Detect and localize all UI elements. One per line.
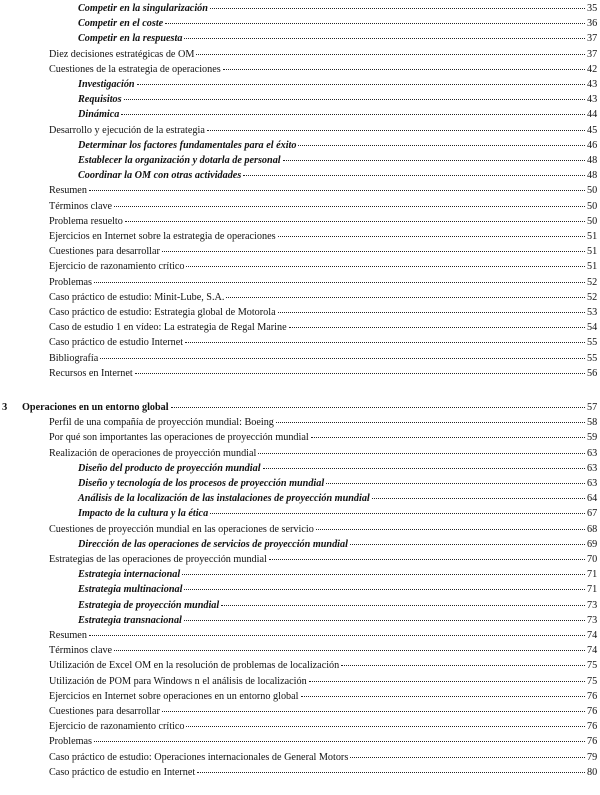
toc-entry[interactable] [49, 554, 597, 566]
toc-entry-title: Impacto de la cultura y la ética [78, 508, 209, 520]
toc-entry-title: Recursos en Internet [49, 367, 133, 379]
dot-leader [316, 529, 585, 530]
dot-leader [162, 711, 585, 712]
toc-entry-title: Estrategia multinacional [78, 584, 183, 596]
toc-entry-page: 51 [587, 231, 598, 242]
dot-leader [258, 453, 585, 454]
toc-entry[interactable] [49, 630, 597, 642]
toc-entry-title: Caso práctico de estudio Internet [49, 337, 184, 349]
toc-entry-page: 75 [587, 660, 598, 672]
toc-entry-title: Dirección de las operaciones de servicios de proyección mundial [78, 538, 348, 550]
toc-entry-title: Cuestiones para desarrollar [49, 706, 160, 717]
toc-entry[interactable] [49, 216, 597, 228]
toc-entry[interactable] [78, 615, 597, 627]
toc-entry-title: Términos clave [49, 645, 113, 657]
toc-entry-title: Caso de estudio 1 en vídeo: La estrategia de Regal Marine [49, 322, 287, 334]
toc-entry-page: 50 [587, 215, 598, 227]
toc-entry[interactable] [49, 125, 597, 137]
dot-leader [114, 650, 585, 651]
dot-leader [121, 114, 585, 115]
toc-entry-title: Establecer la organización y dotarla de personal [78, 155, 281, 166]
dot-leader [100, 358, 585, 359]
toc-entry-title: Competir en la respuesta [78, 33, 183, 45]
dot-leader [276, 422, 585, 423]
toc-entry-page: 45 [587, 124, 598, 136]
toc-entry[interactable] [49, 752, 597, 764]
toc-entry-page: 37 [587, 33, 598, 45]
toc-entry[interactable] [78, 155, 597, 167]
toc-entry-title: Problemas [49, 736, 93, 748]
toc-entry-page: 76 [587, 690, 598, 702]
toc-entry[interactable] [78, 94, 597, 106]
toc-entry[interactable] [49, 645, 597, 657]
toc-entry-page: 43 [587, 79, 598, 90]
toc-entry-page: 55 [587, 352, 598, 364]
dot-leader [184, 620, 585, 621]
toc-entry-title: Bibliografía [49, 352, 99, 364]
toc-entry-page: 58 [587, 417, 598, 429]
toc-entry-title: Análisis de la localización de las instalaciones de proyección mundial [78, 493, 370, 505]
toc-entry-page: 37 [587, 48, 598, 60]
dot-leader [309, 681, 585, 682]
toc-entry-page: 75 [587, 675, 598, 687]
toc-entry-title: Resumen [49, 185, 87, 197]
toc-entry-page: 36 [587, 18, 598, 30]
toc-entry-title: Utilización de POM para Windows n el análisis de localización [49, 675, 307, 687]
toc-entry-page: 54 [587, 322, 598, 334]
toc-entry-page: 68 [587, 523, 598, 535]
toc-entry-page: 63 [587, 478, 598, 489]
toc-entry-page: 51 [587, 246, 598, 258]
dot-leader [124, 99, 585, 100]
dot-leader [278, 312, 585, 313]
toc-entry-page: 52 [587, 291, 598, 303]
toc-entry-page: 50 [587, 185, 598, 197]
toc-entry[interactable] [78, 170, 597, 182]
toc-entry-title: Competir en la singularización [78, 3, 208, 14]
dot-leader [186, 266, 585, 267]
toc-entry-title: Requisitos [78, 94, 122, 106]
toc-entry[interactable] [78, 493, 597, 505]
toc-entry[interactable] [49, 676, 597, 688]
toc-entry-page: 55 [587, 337, 598, 349]
toc-entry[interactable] [49, 353, 597, 365]
toc-entry[interactable] [78, 463, 597, 475]
toc-entry-title: Caso práctico de estudio en Internet [49, 766, 196, 778]
toc-entry[interactable] [78, 478, 597, 490]
toc-entry[interactable] [49, 368, 597, 380]
dot-leader [243, 175, 585, 176]
toc-entry-title: Cuestiones para desarrollar [49, 246, 160, 258]
toc-entry[interactable] [2, 402, 598, 414]
toc-entry-page: 50 [587, 200, 598, 212]
toc-entry-title: Utilización de Excel OM en la resolución de problemas de localización [49, 660, 340, 672]
dot-leader [301, 696, 586, 697]
dot-leader [94, 741, 585, 742]
dot-leader [186, 726, 585, 727]
dot-leader [326, 483, 585, 484]
dot-leader [298, 145, 585, 146]
toc-entry-title: Términos clave [49, 200, 113, 212]
dot-leader [210, 8, 585, 9]
chapter-number: 3 [2, 402, 8, 413]
dot-leader [137, 84, 585, 85]
dot-leader [226, 297, 585, 298]
dot-leader [114, 206, 585, 207]
toc-entry-title: Resumen [49, 630, 87, 641]
toc-entry-title: Ejercicios en Internet sobre la estrategia de operaciones [49, 231, 276, 242]
toc-entry-page: 63 [587, 447, 598, 459]
toc-entry[interactable] [49, 524, 597, 536]
toc-entry-title: Estrategia de proyección mundial [78, 599, 220, 611]
toc-entry[interactable] [78, 109, 597, 121]
toc-entry-page: 63 [587, 462, 598, 474]
toc-entry[interactable] [78, 79, 597, 91]
toc-entry[interactable] [49, 49, 597, 61]
toc-entry-page: 73 [587, 599, 598, 611]
toc-entry[interactable] [78, 584, 597, 596]
dot-leader [162, 251, 585, 252]
toc-entry-title: Realización de operaciones de proyección mundial [49, 447, 257, 459]
dot-leader [165, 23, 585, 24]
dot-leader [210, 513, 585, 514]
toc-entry-title: Operaciones en un entorno global [22, 402, 169, 413]
toc-entry[interactable] [78, 569, 597, 581]
toc-entry-title: Problemas [49, 276, 93, 288]
toc-entry[interactable] [49, 767, 597, 779]
toc-entry-title: Estrategias de las operaciones de proyección mundial [49, 554, 267, 565]
toc-entry[interactable] [49, 64, 597, 76]
dot-leader [184, 38, 585, 39]
dot-leader [171, 407, 585, 408]
toc-entry-page: 67 [587, 508, 598, 520]
dot-leader [341, 665, 585, 666]
toc-entry-page: 70 [587, 554, 598, 565]
toc-entry-page: 80 [587, 766, 598, 778]
dot-leader [269, 559, 585, 560]
dot-leader [89, 635, 585, 636]
dot-leader [350, 544, 585, 545]
toc-entry[interactable] [49, 736, 597, 748]
dot-leader [221, 605, 585, 606]
toc-entry-page: 53 [587, 307, 598, 318]
toc-entry-title: Estrategia internacional [78, 569, 181, 581]
toc-entry-page: 74 [587, 645, 598, 657]
toc-entry-title: Por qué son importantes las operaciones de proyección mundial [49, 432, 309, 444]
toc-entry-page: 42 [587, 63, 598, 75]
toc-entry[interactable] [49, 337, 597, 349]
toc-entry[interactable] [78, 18, 597, 30]
toc-entry-title: Caso práctico de estudio: Estrategia global de Motorola [49, 307, 276, 318]
toc-entry[interactable] [49, 185, 597, 197]
toc-entry-page: 51 [587, 261, 598, 273]
dot-leader [278, 236, 585, 237]
toc-entry[interactable] [49, 231, 597, 243]
dot-leader [207, 130, 585, 131]
toc-entry-page: 46 [587, 139, 598, 151]
dot-leader [125, 221, 585, 222]
toc-entry-title: Ejercicio de razonamiento crítico [49, 721, 185, 733]
toc-entry-page: 56 [587, 367, 598, 379]
toc-entry-page: 57 [587, 402, 598, 413]
toc-entry-title: Dinámica [78, 109, 120, 121]
dot-leader [289, 327, 585, 328]
toc-entry-title: Problema resuelto [49, 215, 123, 227]
dot-leader [89, 190, 585, 191]
toc-entry-title: Diez decisiones estratégicas de OM [49, 48, 195, 60]
toc-entry[interactable] [49, 246, 597, 258]
toc-entry[interactable] [49, 660, 597, 672]
toc-entry-title: Estrategia transnacional [78, 614, 182, 626]
toc-entry-title: Cuestiones de la estrategia de operaciones [49, 63, 221, 75]
dot-leader [196, 54, 585, 55]
toc-entry-page: 76 [587, 736, 598, 748]
dot-leader [263, 468, 585, 469]
toc-entry[interactable] [78, 140, 597, 152]
toc-entry-title: Perfil de una compañía de proyección mundial: Boeing [49, 417, 274, 429]
toc-entry[interactable] [49, 277, 597, 289]
toc-entry-page: 64 [587, 493, 598, 505]
toc-entry[interactable] [49, 322, 597, 334]
toc-entry[interactable] [49, 448, 597, 460]
toc-entry-page: 48 [587, 155, 598, 166]
toc-entry[interactable] [78, 3, 597, 15]
toc-entry-title: Caso práctico de estudio: Minit-Lube, S.A. [49, 291, 225, 303]
toc-entry-title: Competir en el coste [78, 18, 164, 30]
dot-leader [94, 282, 585, 283]
toc-entry-page: 43 [587, 94, 598, 106]
toc-entry-title: Ejercicios en Internet sobre operaciones en un entorno global [49, 690, 299, 702]
toc-entry-page: 74 [587, 630, 598, 641]
toc-entry[interactable] [49, 307, 597, 319]
toc-entry-page: 76 [587, 706, 598, 717]
toc-entry-title: Cuestiones de proyección mundial en las operaciones de servicio [49, 523, 314, 535]
toc-entry-title: Caso práctico de estudio: Operaciones internacionales de General Motors [49, 751, 349, 763]
toc-entry[interactable] [49, 706, 597, 718]
toc-entry[interactable] [78, 508, 597, 520]
toc-entry-title: Coordinar la OM con otras actividades [78, 170, 242, 182]
toc-entry[interactable] [49, 261, 597, 273]
toc-entry-title: Desarrollo y ejecución de la estrategia [49, 124, 205, 136]
toc-entry[interactable] [49, 432, 597, 444]
toc-entry-title: Diseño del producto de proyección mundial [78, 462, 261, 474]
toc-entry-page: 71 [587, 569, 598, 581]
toc-entry-page: 35 [587, 3, 598, 14]
toc-entry[interactable] [78, 600, 597, 612]
toc-entry[interactable] [78, 33, 597, 45]
dot-leader [135, 373, 585, 374]
toc-entry[interactable] [78, 539, 597, 551]
toc-entry-title: Ejercicio de razonamiento crítico [49, 261, 185, 273]
dot-leader [182, 574, 585, 575]
dot-leader [185, 342, 585, 343]
toc-entry[interactable] [49, 292, 597, 304]
toc-entry[interactable] [49, 691, 597, 703]
toc-entry-page: 76 [587, 721, 598, 733]
toc-entry-page: 69 [587, 538, 598, 550]
dot-leader [311, 437, 585, 438]
dot-leader [223, 69, 585, 70]
dot-leader [350, 757, 585, 758]
toc-entry-title: Diseño y tecnología de los procesos de proyección mundial [78, 478, 325, 489]
dot-leader [184, 589, 585, 590]
toc-entry-page: 59 [587, 432, 598, 444]
toc-entry[interactable] [49, 417, 597, 429]
toc-entry-page: 44 [587, 109, 598, 121]
toc-entry-page: 73 [587, 614, 598, 626]
dot-leader [197, 772, 585, 773]
dot-leader [372, 498, 585, 499]
toc-entry-page: 79 [587, 751, 598, 763]
toc-entry-title: Investigación [78, 79, 135, 90]
toc-entry-page: 48 [587, 170, 598, 182]
dot-leader [283, 160, 585, 161]
toc-entry-page: 71 [587, 584, 598, 596]
toc-entry[interactable] [49, 721, 597, 733]
toc-entry-title: Determinar los factores fundamentales para el éxito [78, 139, 297, 151]
toc-entry[interactable] [49, 201, 597, 213]
toc-entry-page: 52 [587, 276, 598, 288]
